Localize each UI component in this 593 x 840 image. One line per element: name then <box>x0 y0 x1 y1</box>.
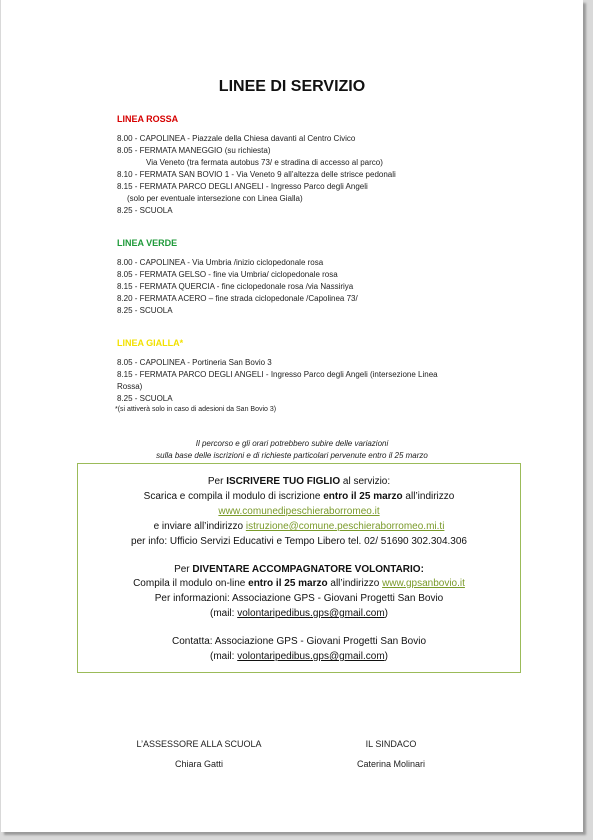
linea-rossa-line: 8.10 - FERMATA SAN BOVIO 1 - Via Veneto 9 all’altezza delle strisce pedonali <box>117 170 396 179</box>
mail-line: (mail: volontaripedibus.gps@gmail.com) <box>209 608 389 619</box>
linea-verde-line: 8.25 - SCUOLA <box>117 306 173 315</box>
linea-verde-line: 8.20 - FERMATA ACERO – fine strada ciclopedonale /Capolinea 73/ <box>117 294 358 303</box>
linea-rossa-line: (solo per eventuale intersezione con Linea Gialla) <box>127 194 303 203</box>
scarica-line: Scarica e compila il modulo di iscrizione entro il 25 marzo all’indirizzo <box>143 491 455 502</box>
linea-gialla-footnote: *(si attiverà solo in caso di adesioni da San Bovio 3) <box>115 406 277 413</box>
linea-rossa-line: 8.25 - SCUOLA <box>117 206 173 215</box>
linea-gialla-heading: LINEA GIALLA* <box>117 338 184 348</box>
inviare-line: e inviare all’indirizzo istruzione@comune.peschieraborromeo.mi.ti <box>153 521 445 532</box>
linea-verde-line: 8.05 - FERMATA GELSO - fine via Umbria/ ciclopedonale rosa <box>117 270 338 279</box>
comune-link[interactable]: www.comunedipeschieraborromeo.it <box>218 506 380 517</box>
volontari-email-link[interactable]: volontaripedibus.gps@gmail.com <box>237 651 385 662</box>
volontario-line: Per DIVENTARE ACCOMPAGNATORE VOLONTARIO: <box>174 564 424 575</box>
linea-rossa-line: Via Veneto (tra fermata autobus 73/ e stradina di accesso al parco) <box>146 158 383 167</box>
sindaco-name: Caterina Molinari <box>356 759 426 769</box>
assessore-role: L’ASSESSORE ALLA SCUOLA <box>136 739 262 749</box>
page-title: LINEE DI SERVIZIO <box>218 78 366 95</box>
linea-rossa-line: 8.00 - CAPOLINEA - Piazzale della Chiesa davanti al Centro Civico <box>117 134 356 143</box>
linea-verde-line: 8.15 - FERMATA QUERCIA - fine ciclopedonale rosa /via Nassiriya <box>117 282 354 291</box>
info-box <box>77 463 521 673</box>
sindaco-role: IL SINDACO <box>365 739 417 749</box>
linea-rossa-line: 8.15 - FERMATA PARCO DEGLI ANGELI - Ingresso Parco degli Angeli <box>117 182 368 191</box>
assessore-name: Chiara Gatti <box>174 759 224 769</box>
linea-verde-line: 8.00 - CAPOLINEA - Via Umbria /inizio ciclopedonale rosa <box>117 258 324 267</box>
linea-rossa-line: 8.05 - FERMATA MANEGGIO (su richiesta) <box>117 146 271 155</box>
linea-gialla-line: 8.15 - FERMATA PARCO DEGLI ANGELI - Ingresso Parco degli Angeli (intersezione Linea <box>117 370 438 379</box>
mail-line: (mail: volontaripedibus.gps@gmail.com) <box>209 651 389 662</box>
informazioni-line: Per informazioni: Associazione GPS - Giovani Progetti San Bovio <box>154 593 444 604</box>
linea-gialla-line: 8.25 - SCUOLA <box>117 394 173 403</box>
compila-line: Compila il modulo on-line entro il 25 marzo all’indirizzo www.gpsanbovio.it <box>133 578 465 589</box>
comune-link-line <box>78 506 520 517</box>
note-line: sulla base delle iscrizioni e di richieste particolari pervenute entro il 25 marzo <box>156 451 428 460</box>
linea-rossa-heading: LINEA ROSSA <box>117 114 179 124</box>
volontari-email-link[interactable]: volontaripedibus.gps@gmail.com <box>237 608 385 619</box>
note-line: Il percorso e gli orari potrebbero subire delle variazioni <box>195 439 389 448</box>
istruzione-email-link[interactable]: istruzione@comune.peschieraborromeo.mi.ti <box>245 521 445 532</box>
gps-link[interactable]: www.gpsanbovio.it <box>382 578 465 589</box>
document-page <box>1 0 583 832</box>
linea-gialla-line: 8.05 - CAPOLINEA - Portineria San Bovio 3 <box>117 358 272 367</box>
linea-verde-heading: LINEA VERDE <box>117 238 178 248</box>
iscrivere-line: Per ISCRIVERE TUO FIGLIO al servizio: <box>207 476 391 487</box>
linea-gialla-line: Rossa) <box>117 382 143 391</box>
info-line: per info: Ufficio Servizi Educativi e Tempo Libero tel. 02/ 51690 302.304.306 <box>131 536 467 547</box>
contatta-line: Contatta: Associazione GPS - Giovani Progetti San Bovio <box>171 636 427 647</box>
